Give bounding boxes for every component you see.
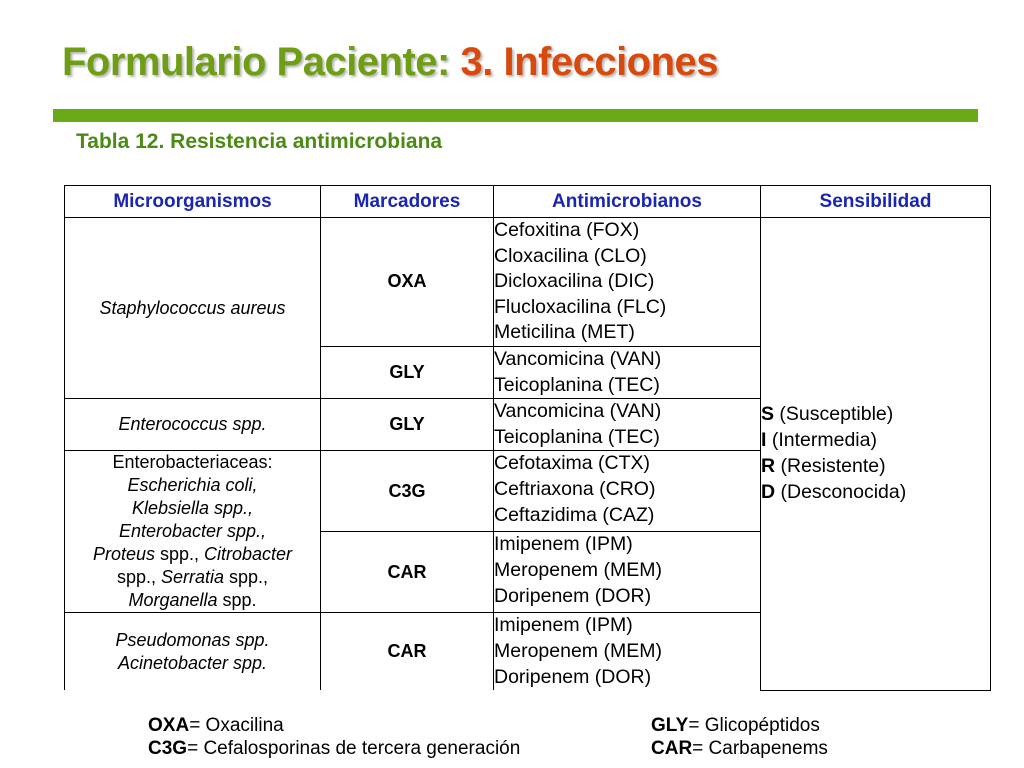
drug-name: Meropenem (MEM) (494, 639, 662, 662)
antimicrobials-cell (494, 218, 761, 347)
organism-name (65, 520, 320, 543)
organism-name-part: spp., (224, 567, 269, 588)
antimicrobials-cell (494, 613, 761, 690)
header-microorganisms: Microorganismos (65, 186, 321, 218)
marker-cell: GLY (321, 399, 494, 451)
header-sensitivity: Sensibilidad (761, 186, 991, 218)
drug-name: Dicloxacilina (DIC) (494, 270, 655, 293)
drug-name: Meticilina (MET) (494, 321, 635, 344)
table-header-row (65, 186, 991, 218)
drug-name: Imipenem (IPM) (494, 533, 633, 556)
drug-name: Teicoplanina (TEC) (494, 425, 660, 448)
sensitivity-cell (761, 218, 991, 691)
sensitivity-item: S (Susceptible) (761, 403, 894, 426)
organism-name: Enterococcus spp. (118, 414, 267, 435)
slide-title (62, 40, 718, 85)
organism-name (65, 474, 320, 497)
organism-name-part: spp., (154, 544, 205, 565)
drug-name: Vancomicina (VAN) (494, 347, 662, 370)
drug-name: Flucloxacilina (FLC) (494, 295, 667, 318)
organism-name: Staphylococcus aureus (99, 297, 286, 318)
header-antimicrobials: Antimicrobianos (494, 186, 761, 218)
organism-name-part: Morganella (128, 590, 218, 611)
drug-name: Imipenem (IPM) (494, 614, 633, 637)
drug-name: Cefotaxima (CTX) (494, 452, 651, 475)
drug-name: Doripenem (DOR) (494, 584, 652, 607)
legend-item-c3g: C3G= Cefalosporinas de tercera generación (148, 738, 521, 759)
header-markers: Marcadores (321, 186, 494, 218)
antimicrobials-cell (494, 399, 761, 451)
organism-cell (65, 451, 321, 613)
sensitivity-item: R (Resistente) (761, 454, 886, 477)
organism-name-part: Enterobacter spp., (118, 521, 267, 542)
marker-cell: C3G (321, 451, 494, 532)
organism-name (65, 497, 320, 520)
marker-cell: CAR (321, 532, 494, 613)
organism-name-part: Klebsiella spp., (131, 498, 254, 519)
organism-name: Pseudomonas spp. (115, 629, 270, 650)
title-prefix: Formulario Paciente: (62, 40, 461, 84)
drug-name: Ceftazidima (CAZ) (494, 503, 655, 526)
sensitivity-item: D (Desconocida) (761, 480, 907, 503)
marker-cell: OXA (321, 218, 494, 347)
organism-name: Acinetobacter spp. (117, 652, 268, 673)
title-section: 3. Infecciones (460, 40, 719, 84)
marker-cell: GLY (321, 346, 494, 398)
antimicrobials-cell (494, 346, 761, 398)
legend-item-car: CAR= Carbapenems (651, 738, 828, 759)
drug-name: Vancomicina (VAN) (494, 400, 662, 423)
organism-name (65, 566, 320, 589)
drug-name: Cefoxitina (FOX) (494, 219, 640, 241)
drug-name: Doripenem (DOR) (494, 665, 652, 688)
antimicrobials-cell (494, 451, 761, 532)
organism-name-part: Escherichia coli, (127, 475, 258, 496)
organism-name-part: Citrobacter (204, 544, 293, 565)
sensitivity-item: I (Intermedia) (761, 429, 877, 452)
organism-name-part: spp., (116, 567, 161, 588)
resistance-table (64, 185, 991, 691)
drug-name: Meropenem (MEM) (494, 558, 662, 581)
organism-name (65, 543, 320, 566)
marker-cell: CAR (321, 613, 494, 690)
organism-list (65, 474, 320, 612)
legend-item-oxa: OXA= Oxacilina (148, 715, 284, 736)
title-divider (53, 109, 978, 122)
drug-name: Teicoplanina (TEC) (494, 373, 660, 396)
organism-cell (65, 399, 321, 451)
organism-name-part: spp. (217, 590, 257, 611)
organism-name-part: Serratia (160, 567, 225, 588)
organism-group-label: Enterobacteriaceas: (112, 452, 273, 473)
organism-name-part: Proteus (92, 544, 155, 565)
drug-name: Ceftriaxona (CRO) (494, 477, 656, 500)
drug-name: Cloxacilina (CLO) (494, 244, 647, 267)
table-caption: Tabla 12. Resistencia antimicrobiana (76, 130, 443, 153)
table-row (65, 218, 991, 347)
organism-name (65, 589, 320, 612)
antimicrobials-cell (494, 532, 761, 613)
organism-cell (65, 613, 321, 690)
legend-item-gly: GLY= Glicopéptidos (651, 715, 820, 736)
organism-cell (65, 218, 321, 399)
